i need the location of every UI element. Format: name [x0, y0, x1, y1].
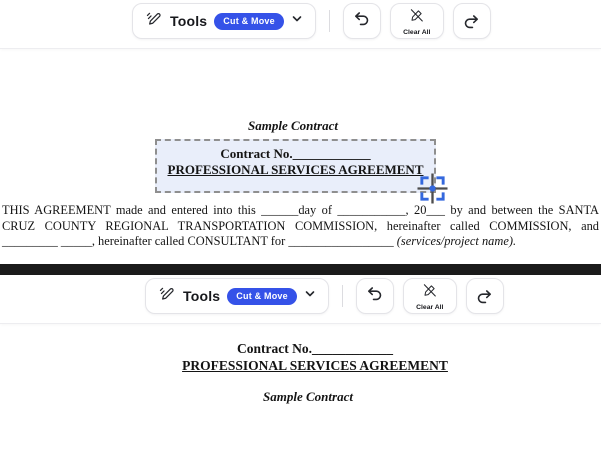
mode-badge: Cut & Move [227, 288, 297, 305]
undo-arrow-icon [365, 284, 384, 308]
clear-all-label: Clear All [403, 29, 431, 36]
toolbar-divider [329, 10, 330, 32]
move-crosshair-icon[interactable] [417, 173, 448, 204]
paragraph-line-2: CRUZ COUNTY REGIONAL TRANSPORTATION COMMISSION, hereinafter called COMMISSION, and [2, 218, 599, 233]
redo-arrow-icon [475, 287, 494, 306]
agreement-paragraph [2, 203, 599, 250]
toolbar-group [132, 3, 491, 39]
redo-button[interactable] [466, 278, 504, 314]
doc-title-sample-contract: Sample Contract [263, 389, 353, 404]
agreement-title-line: PROFESSIONAL SERVICES AGREEMENT [182, 357, 448, 373]
paragraph-line-1: THIS AGREEMENT made and entered into this ______day of ___________, 20___ by and between the SANTA [2, 203, 599, 217]
pen-scribble-icon [145, 10, 163, 33]
moved-heading-block [29, 341, 601, 374]
doc-title-sample-contract: Sample Contract [248, 118, 338, 133]
agreement-title-line: PROFESSIONAL SERVICES AGREEMENT [167, 162, 424, 177]
tools-label: Tools [170, 13, 208, 29]
pen-scribble-icon [158, 285, 176, 308]
redo-button[interactable] [453, 3, 491, 39]
clear-all-button[interactable] [403, 278, 457, 314]
paragraph-line-3: _________ _____, hereinafter called CONSULTANT for _________________ (services/project name). [2, 234, 517, 248]
clear-all-button[interactable] [390, 3, 444, 39]
pen-off-icon [422, 283, 437, 303]
redo-arrow-icon [462, 12, 481, 31]
toolbar-divider [342, 285, 343, 307]
mode-badge: Cut & Move [214, 13, 284, 30]
chevron-down-icon [291, 12, 303, 30]
panel-separator-bar [0, 264, 601, 275]
editor-toolbar [0, 0, 601, 49]
tools-label: Tools [183, 288, 221, 304]
editor-toolbar [0, 275, 601, 324]
contract-no-line: Contract No.____________ [220, 146, 371, 161]
tools-menu-button[interactable] [145, 278, 329, 314]
panel-after [0, 275, 601, 468]
pen-off-icon [409, 8, 424, 28]
contract-no-line: Contract No.____________ [237, 341, 393, 356]
undo-button[interactable] [343, 3, 381, 39]
clear-all-label: Clear All [416, 304, 444, 311]
undo-arrow-icon [352, 9, 371, 33]
tools-menu-button[interactable] [132, 3, 316, 39]
cut-selection-box[interactable] [155, 139, 436, 193]
undo-button[interactable] [356, 278, 394, 314]
toolbar-group [145, 278, 504, 314]
chevron-down-icon [304, 287, 316, 305]
